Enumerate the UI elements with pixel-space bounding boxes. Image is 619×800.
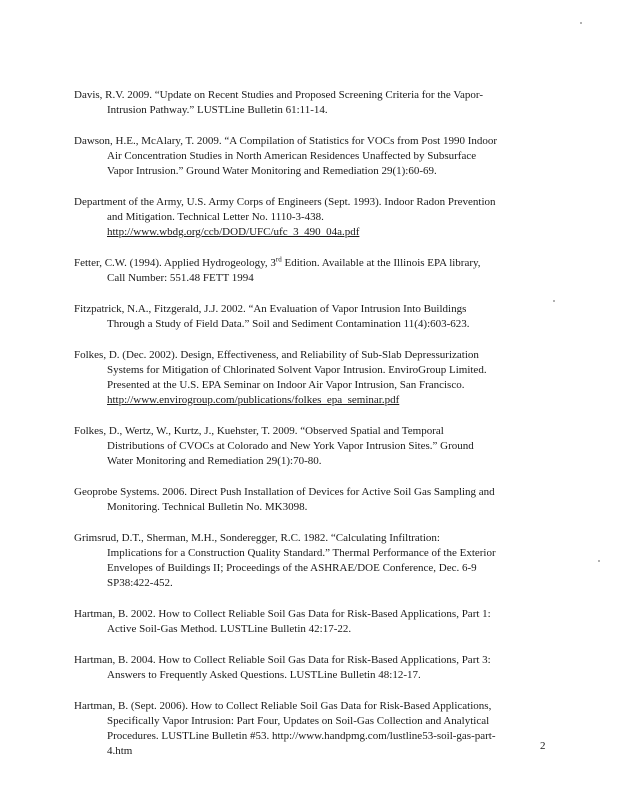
reference-entry: [74, 531, 554, 591]
reference-entry: [74, 195, 554, 240]
reference-entry: [74, 485, 554, 515]
scan-speck: [598, 560, 600, 562]
reference-line: Distributions of CVOCs at Colorado and New York Vapor Intrusion Sites.” Ground: [107, 440, 474, 452]
reference-line: Dawson, H.E., McAlary, T. 2009. “A Compilation of Statistics for VOCs from Post 1990 Indoor: [74, 135, 498, 147]
reference-line: Intrusion Pathway.” LUSTLine Bulletin 61:11-14.: [107, 104, 328, 116]
reference-entry: [74, 134, 554, 179]
reference-line: [74, 256, 554, 271]
reference-url-link[interactable]: http://www.envirogroup.com/publications/folkes_epa_seminar.pdf: [107, 394, 400, 406]
reference-line: Fitzpatrick, N.A., Fitzgerald, J.J. 2002. “An Evaluation of Vapor Intrusion Into Buildings: [74, 303, 467, 315]
reference-line: Davis, R.V. 2009. “Update on Recent Studies and Proposed Screening Criteria for the Vapor-: [74, 89, 484, 101]
reference-line: Water Monitoring and Remediation 29(1):70-80.: [107, 455, 322, 467]
reference-line: SP38:422-452.: [107, 577, 173, 589]
scan-speck: [553, 300, 555, 302]
reference-line: [74, 225, 554, 240]
reference-line: Grimsrud, D.T., Sherman, M.H., Sonderegger, R.C. 1982. “Calculating Infiltration:: [74, 532, 440, 544]
reference-entry: [74, 607, 554, 637]
reference-line: Monitoring. Technical Bulletin No. MK3098.: [107, 501, 308, 513]
reference-line: Call Number: 551.48 FETT 1994: [107, 272, 254, 284]
reference-line: Active Soil-Gas Method. LUSTLine Bulletin 42:17-22.: [107, 623, 352, 635]
reference-line: Geoprobe Systems. 2006. Direct Push Installation of Devices for Active Soil Gas Sampling and: [74, 486, 495, 498]
reference-line: [74, 393, 554, 408]
reference-line: Vapor Intrusion.” Ground Water Monitoring and Remediation 29(1):60-69.: [107, 165, 437, 177]
reference-line: Through a Study of Field Data.” Soil and Sediment Contamination 11(4):603-623.: [107, 318, 470, 330]
scan-speck: [580, 22, 582, 24]
reference-url-link[interactable]: http://www.wbdg.org/ccb/DOD/UFC/ufc_3_490_04a.pdf: [107, 226, 360, 238]
reference-line: Air Concentration Studies in North American Residences Unaffected by Subsurface: [107, 150, 477, 162]
reference-entry: [74, 348, 554, 408]
reference-list: [74, 88, 554, 775]
reference-entry: [74, 424, 554, 469]
reference-entry: [74, 302, 554, 332]
reference-line: Envelopes of Buildings II; Proceedings of the ASHRAE/DOE Conference, Dec. 6-9: [107, 562, 477, 574]
reference-text: Fetter, C.W. (1994). Applied Hydrogeology, 3: [74, 257, 276, 269]
reference-line: Answers to Frequently Asked Questions. LUSTLine Bulletin 48:12-17.: [107, 669, 421, 681]
reference-text: Edition. Available at the Illinois EPA library,: [281, 257, 481, 269]
reference-line: Systems for Mitigation of Chlorinated Solvent Vapor Intrusion. EnviroGroup Limited.: [107, 364, 487, 376]
page-number: 2: [540, 740, 546, 752]
reference-line: Folkes, D., Wertz, W., Kurtz, J., Kuehster, T. 2009. “Observed Spatial and Temporal: [74, 425, 444, 437]
reference-line: Department of the Army, U.S. Army Corps of Engineers (Sept. 1993). Indoor Radon Prevention: [74, 196, 496, 208]
reference-line: Hartman, B. 2002. How to Collect Reliable Soil Gas Data for Risk-Based Applications, Part 1:: [74, 608, 491, 620]
reference-line: Specifically Vapor Intrusion: Part Four, Updates on Soil-Gas Collection and Analytical: [107, 715, 490, 727]
reference-line: 4.htm: [107, 745, 133, 757]
reference-entry: [74, 88, 554, 118]
reference-line: Implications for a Construction Quality Standard.” Thermal Performance of the Exterior: [107, 547, 496, 559]
reference-line: Folkes, D. (Dec. 2002). Design, Effectiveness, and Reliability of Sub-Slab Depressurization: [74, 349, 479, 361]
reference-line: Hartman, B. (Sept. 2006). How to Collect Reliable Soil Gas Data for Risk-Based Applications,: [74, 700, 492, 712]
reference-entry: [74, 699, 554, 759]
reference-entry: [74, 256, 554, 286]
reference-line: Hartman, B. 2004. How to Collect Reliable Soil Gas Data for Risk-Based Applications, Part 3:: [74, 654, 491, 666]
ordinal-superscript: rd: [275, 255, 282, 264]
reference-line: Presented at the U.S. EPA Seminar on Indoor Air Vapor Intrusion, San Francisco.: [107, 379, 465, 391]
reference-entry: [74, 653, 554, 683]
reference-line: Procedures. LUSTLine Bulletin #53. http://www.handpmg.com/lustline53-soil-gas-part-: [107, 730, 496, 742]
reference-line: and Mitigation. Technical Letter No. 1110-3-438.: [107, 211, 324, 223]
